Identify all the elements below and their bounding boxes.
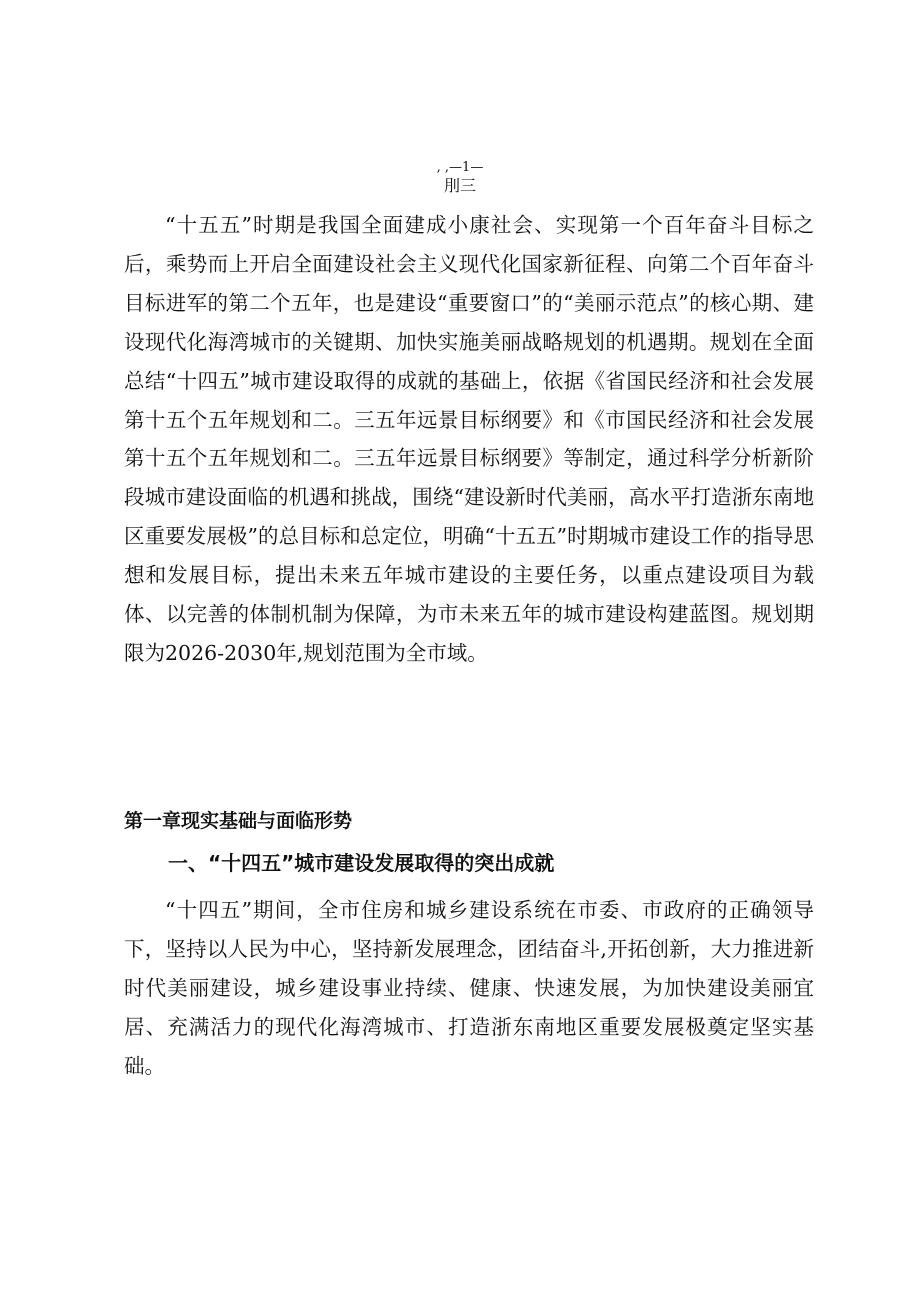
chapter-heading: 第一章现实基础与面临形势 [124, 810, 353, 832]
page-number-marker: , ,—1— [436, 160, 484, 175]
preface-title: 刖三 [443, 176, 476, 195]
section-paragraph: “十四五”期间，全市住房和城乡建设系统在市委、市政府的正确领导下，坚持以人民为中心，坚持新发展理念，团结奋斗,开拓创新，大力推进新时代美丽建设，城乡建设事业持续、健康、快速发展，为加快建设美丽宜居、充满活力的现代化海湾城市、打造浙东南地区重要发展极奠定坚实基础。 [124, 898, 814, 1078]
section-heading: 一、“十四五”城市建设发展取得的突出成就 [168, 851, 555, 875]
preface-paragraph: “十五五”时期是我国全面建成小康社会、实现第一个百年奋斗目标之后，乘势而上开启全面建设社会主义现代化国家新征程、向第二个百年奋斗目标进军的第二个五年，也是建设“重要窗口”的“美丽示范点”的核心期、建设现代化海湾城市的关键期、加快实施美丽战略规划的机遇期。规划在全面总结“十四五”城市建设取得的成就的基础上，依据《省国民经济和社会发展第十五个五年规划和二。三五年远景目标纲要》和《市国民经济和社会发展第十五个五年规划和二。三五年远景目标纲要》等制定，通过科学分析新阶段城市建设面临的机遇和挑战，围绕“建设新时代美丽，高水平打造浙东南地区重要发展极”的总目标和总定位，明确“十五五”时期城市建设工作的指导思想和发展目标，提出未来五年城市建设的主要任务，以重点建设项目为载体、以完善的体制机制为保障，为市未来五年的城市建设构建蓝图。规划期限为2026-2030年,规划范围为全市域。 [124, 213, 814, 665]
